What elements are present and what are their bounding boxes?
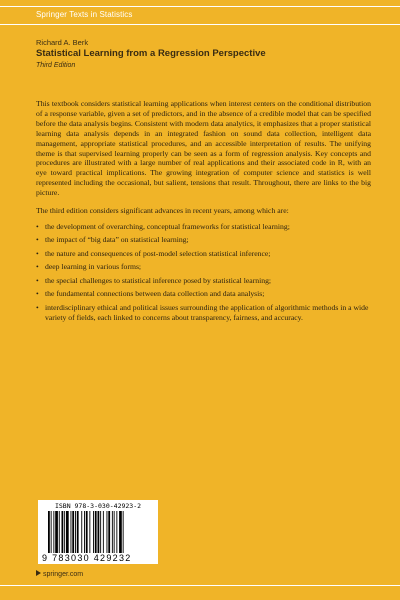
arrow-right-icon (36, 570, 41, 578)
book-title: Statistical Learning from a Regression Perspective (36, 48, 266, 59)
bullet-icon: • (36, 221, 39, 231)
list-item: • the impact of “big data” on statistical learning; (36, 235, 189, 245)
edition-intro-paragraph: The third edition considers significant advances in recent years, among which are: (36, 206, 289, 216)
author-name: Richard A. Berk (36, 38, 89, 47)
intro-paragraph: This textbook considers statistical learning applications when interest centers on the conditional distribution of a response variable, given a set of predictors, and in the absence of a credible model that can be specified before the data analysis begins. Consistent with modern data analytics, it emphasizes that a proper statistical learning data analysis depends in an integrated fashion on sound data collection, intelligent data management, appropriate statistical procedures, and an accessible interpretation of results. The unifying theme is that supervised learning properly can be seen as a form of regression analysis. Key concepts and procedures are illustrated with a large number of real applications and their associated code in R, with an eye toward practical implications. The growing integration of computer science and statistics is well represented including the occasional, but salient, tensions that result. Throughout, there are links to the big picture. (36, 99, 371, 198)
bullet-icon: • (36, 248, 39, 258)
publisher-link[interactable] (36, 570, 83, 578)
series-name: Springer Texts in Statistics (36, 10, 133, 19)
top-rule (0, 6, 400, 7)
series-rule (0, 24, 400, 25)
barcode-number: 9 783030 429232 (42, 553, 132, 563)
bullet-icon: • (36, 262, 39, 272)
advances-list (36, 222, 371, 323)
bullet-icon: • (36, 235, 39, 245)
list-item: • the fundamental connections between data collection and data analysis; (36, 289, 265, 299)
edition-label: Third Edition (36, 62, 76, 69)
bottom-rule (0, 585, 400, 586)
list-item: • deep learning in various forms; (36, 262, 142, 272)
publisher-website: springer.com (43, 571, 84, 578)
description (36, 99, 371, 326)
barcode-bars-icon (48, 511, 148, 553)
list-item: • the development of overarching, conceptual frameworks for statistical learning; (36, 221, 290, 231)
list-item: • the nature and consequences of post-model selection statistical inference; (36, 248, 271, 258)
bullet-icon: • (36, 275, 39, 285)
list-item: • interdisciplinary ethical and political issues surrounding the application of algorithmic methods in a wide variety of fields, each linked to concerns about transparency, fairness, and accuracy. (36, 302, 369, 322)
bullet-icon: • (36, 302, 39, 312)
isbn-label: ISBN 978-3-030-42923-2 (54, 502, 142, 510)
barcode (38, 500, 158, 564)
list-item: • the special challenges to statistical inference posed by statistical learning; (36, 275, 272, 285)
bullet-icon: • (36, 289, 39, 299)
